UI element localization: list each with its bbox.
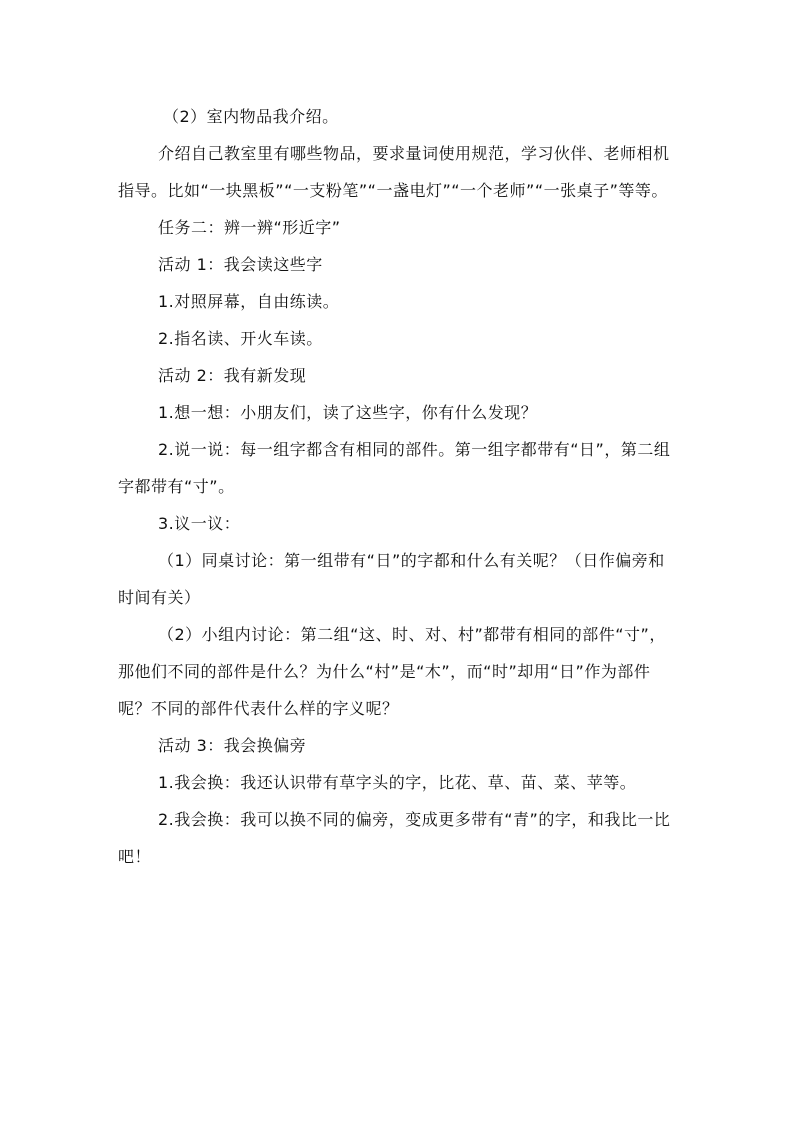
paragraph-task-two-heading: 任务二：辨一辨“形近字” [158, 218, 341, 237]
paragraph-desk-discussion: （1）同桌讨论：第一组带有“日”的字都和什么有关呢？（日作偏旁和时间有关） [118, 551, 665, 607]
paragraph-group-discussion: （2）小组内讨论：第二组“这、时、对、村”都带有相同的部件“寸”，那他们不同的部件是什么？为什么“村”是“木”，而“时”却用“日”作为部件呢？不同的部件代表什么样的字义呢？ [118, 625, 666, 718]
paragraph-activity-three-step-2: 2.我会换：我可以换不同的偏旁，变成更多带有“青”的字，和我比一比吧！ [118, 810, 671, 866]
paragraph-activity-two-step-3: 3.议一议： [158, 514, 241, 533]
paragraph-indoor-items-description: 介绍自己教室里有哪些物品，要求量词使用规范，学习伙伴、老师相机指导。比如“一块黑板”“一支粉笔”“一盏电灯”“一个老师”“一张桌子”等等。 [118, 144, 670, 200]
paragraph-activity-two-heading: 活动 2：我有新发现 [158, 366, 307, 385]
paragraph-activity-two-step-1: 1.想一想：小朋友们，读了这些字，你有什么发现？ [158, 403, 538, 422]
paragraph-indoor-items-heading: （2）室内物品我介绍。 [163, 107, 339, 126]
paragraph-activity-three-heading: 活动 3：我会换偏旁 [158, 736, 307, 755]
paragraph-activity-three-step-1: 1.我会换：我还认识带有草字头的字，比花、草、苗、菜、苹等。 [158, 773, 637, 792]
document-body [118, 98, 678, 875]
paragraph-activity-two-step-2: 2.说一说：每一组字都含有相同的部件。第一组字都带有“日”，第二组字都带有“寸”。 [118, 440, 671, 496]
paragraph-activity-one-step-1: 1.对照屏幕，自由练读。 [158, 292, 340, 311]
paragraph-activity-one-heading: 活动 1：我会读这些字 [158, 255, 323, 274]
paragraph-activity-one-step-2: 2.指名读、开火车读。 [158, 329, 323, 348]
